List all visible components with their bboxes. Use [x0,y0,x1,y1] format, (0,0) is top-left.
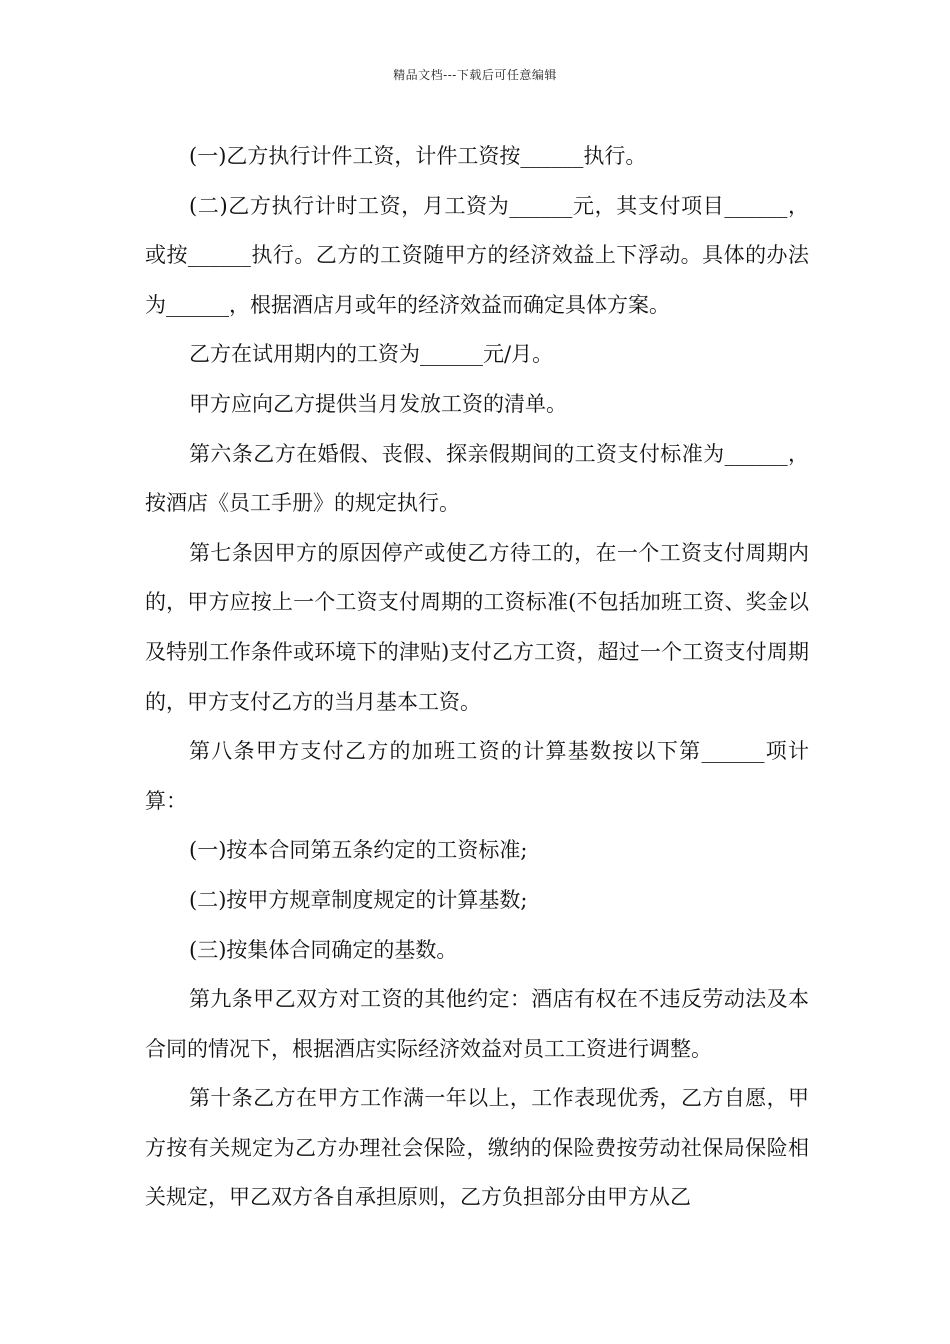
page-header: 精品文档---下载后可任意编辑 [393,68,557,82]
paragraph-11: 第九条甲乙双方对工资的其他约定：酒店有权在不违反劳动法及本合同的情况下，根据酒店实际经济效益对员工工资进行调整。 [145,987,809,1061]
paragraph-2: (二)乙方执行计时工资，月工资为______元，其支付项目______，或按______执行。乙方的工资随甲方的经济效益上下浮动。具体的办法为______，根据酒店月或年的经济效益而确定具体方案。 [145,193,809,317]
paragraph-7: 第八条甲方支付乙方的加班工资的计算基数按以下第______项计算： [145,739,809,813]
paragraph-6: 第七条因甲方的原因停产或使乙方待工的，在一个工资支付周期内的，甲方应按上一个工资支付周期的工资标准(不包括加班工资、奖金以及特别工作条件或环境下的津贴)支付乙方工资，超过一个工资支付周期的，甲方支付乙方的当月基本工资。 [145,540,809,714]
paragraph-1: (一)乙方执行计件工资，计件工资按______执行。 [189,144,647,168]
paragraph-3: 乙方在试用期内的工资为______元/月。 [189,342,554,367]
paragraph-8: (一)按本合同第五条约定的工资标准; [189,838,528,863]
paragraph-9: (二)按甲方规章制度规定的计算基数; [189,887,528,912]
paragraph-10: (三)按集体合同确定的基数。 [189,937,458,962]
paragraph-12: 第十条乙方在甲方工作满一年以上，工作表现优秀，乙方自愿，甲方按有关规定为乙方办理社会保险，缴纳的保险费按劳动社保局保险相关规定，甲乙双方各自承担原则，乙方负担部分由甲方从乙 [145,1086,809,1210]
paragraph-4: 甲方应向乙方提供当月发放工资的清单。 [189,391,567,416]
paragraph-5: 第六条乙方在婚假、丧假、探亲假期间的工资支付标准为______，按酒店《员工手册》的规定执行。 [145,441,809,516]
document-body [145,132,809,1223]
